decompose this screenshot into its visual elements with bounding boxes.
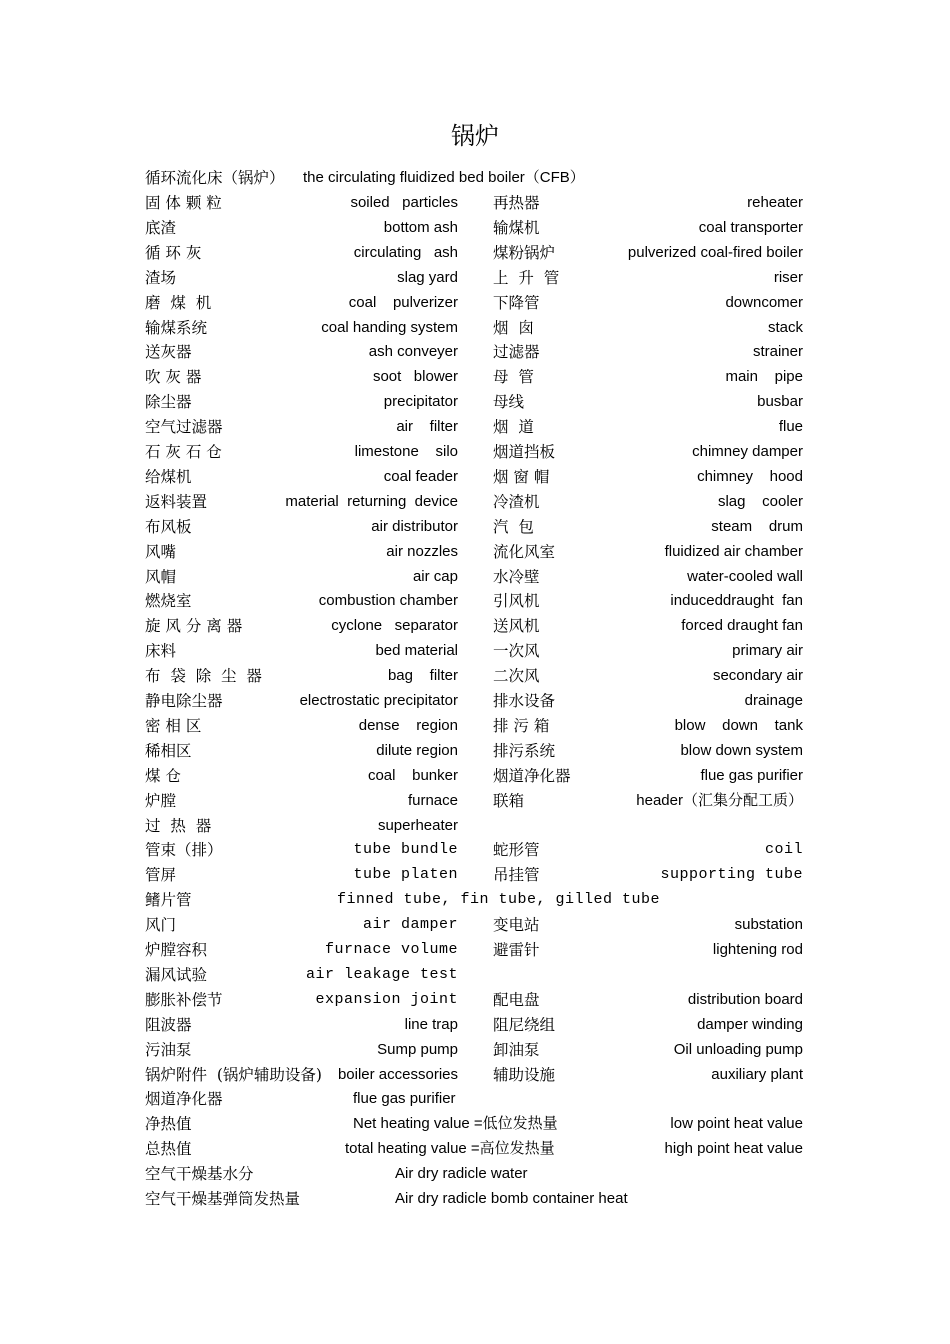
table-row (0, 1013, 950, 1038)
term-zh-right: 送风机 (493, 617, 540, 636)
table-row (0, 440, 950, 465)
table-row (0, 789, 950, 814)
term-en-left: coal pulverizer (348, 293, 458, 311)
term-en-right: blow down tank (674, 716, 803, 734)
term-en-right: water-cooled wall (687, 567, 803, 585)
term-en-right: steam drum (711, 517, 803, 535)
table-row (0, 714, 950, 739)
term-en-left: tube bundle (353, 841, 458, 859)
table-row (0, 963, 950, 988)
term-en-right: high point heat value (664, 1140, 803, 1158)
term-en-left: bed material (375, 642, 458, 660)
term-zh-right: 联箱 (493, 791, 525, 810)
term-en-left: Air dry radicle water (395, 1165, 528, 1183)
term-en-right: Oil unloading pump (673, 1040, 803, 1058)
term-en-left: furnace (407, 791, 458, 809)
term-zh-left: 锅炉附件 (锅炉辅助设备) (145, 1065, 322, 1084)
term-zh-right: 变电站 (493, 916, 540, 935)
table-row (0, 390, 950, 415)
term-zh-right: 二次风 (493, 667, 540, 686)
term-zh-left: 布风板 (145, 517, 192, 536)
term-en-left: ash conveyer (368, 343, 458, 361)
term-en-left: coal bunker (367, 766, 458, 784)
term-zh-left: 空气过滤器 (145, 418, 223, 437)
term-zh-right: 避雷针 (493, 941, 540, 959)
table-row (0, 1038, 950, 1063)
term-zh-left: 风帽 (145, 567, 177, 586)
term-zh-right: 烟道挡板 (493, 443, 556, 461)
term-en-right: flue gas purifier (700, 766, 803, 784)
term-zh-left: 石 灰 石 仓 (145, 443, 222, 461)
table-row (0, 838, 950, 863)
term-zh-left: 燃烧室 (145, 592, 192, 611)
term-en-left: total heating value =高位发热量 (345, 1140, 555, 1158)
table-row (0, 913, 950, 938)
table-row (0, 664, 950, 689)
term-zh-left: 风门 (145, 916, 177, 935)
term-zh-left: 返料装置 (145, 492, 208, 511)
term-zh-right: 流化风室 (493, 542, 556, 561)
table-row (0, 589, 950, 614)
term-en-left: line trap (404, 1015, 458, 1033)
term-en-left: cyclone separator (331, 617, 458, 635)
term-zh-right: 烟道净化器 (493, 766, 571, 785)
table-row (0, 639, 950, 664)
term-zh-left: 输煤系统 (145, 318, 208, 337)
term-en-left: soot blower (372, 368, 458, 386)
term-zh-right: 烟 道 (493, 418, 534, 437)
term-zh-right: 烟 囱 (493, 318, 534, 337)
term-en-right: coal transporter (698, 218, 803, 236)
term-zh-right: 阻尼绕组 (493, 1015, 556, 1034)
term-zh-left: 密 相 区 (145, 716, 202, 735)
table-row (0, 739, 950, 764)
term-en-right: supporting tube (660, 866, 803, 884)
table-row (0, 1187, 950, 1212)
term-en-left: superheater (377, 816, 458, 834)
term-en-left: Sump pump (377, 1040, 458, 1058)
term-en-left: dense region (358, 716, 458, 734)
table-row (0, 764, 950, 789)
term-zh-left: 炉膛 (145, 791, 177, 810)
term-zh-left: 床料 (145, 642, 177, 661)
term-zh-left: 渣场 (145, 268, 177, 287)
table-row (0, 565, 950, 590)
term-en-left: boiler accessories (337, 1065, 458, 1083)
term-zh-right: 蛇形管 (493, 841, 540, 860)
table-row (0, 191, 950, 216)
term-en-right: chimney hood (697, 467, 803, 485)
term-en-right: distribution board (687, 990, 803, 1008)
term-en-left: dilute region (376, 741, 458, 759)
term-zh-right: 烟 窗 帽 (493, 467, 550, 486)
term-en-right: flue (778, 418, 803, 436)
term-zh-left: 总热值 (145, 1140, 192, 1159)
table-row (0, 1087, 950, 1112)
term-en-right: lightening rod (712, 941, 803, 958)
term-en-left: air nozzles (386, 542, 458, 560)
term-zh-right: 下降管 (493, 293, 540, 312)
term-en-left: air cap (412, 567, 458, 585)
term-zh-left: 膨胀补偿节 (145, 990, 223, 1009)
term-en-right: induceddraught fan (670, 592, 803, 610)
term-en-left: coal handing system (321, 318, 458, 336)
term-zh-right: 一次风 (493, 642, 540, 661)
table-row (0, 540, 950, 565)
term-zh-left: 管屏 (145, 866, 177, 885)
term-zh-left: 磨 煤 机 (145, 293, 212, 312)
term-zh-right: 再热器 (493, 194, 540, 212)
term-en-right: header（汇集分配工质） (636, 791, 803, 809)
term-en-left: circulating ash (353, 243, 458, 261)
term-zh-left: 送灰器 (145, 343, 192, 362)
term-en-left: air distributor (371, 517, 458, 535)
term-zh-left: 污油泵 (145, 1040, 192, 1059)
term-en-left: air damper (362, 916, 458, 934)
term-zh-right: 冷渣机 (493, 492, 540, 511)
term-zh-right: 母线 (493, 393, 525, 412)
term-zh-left: 给煤机 (145, 467, 192, 486)
term-en-right: coil (764, 841, 803, 859)
term-zh-right: 上 升 管 (493, 268, 560, 287)
term-en-right: pulverized coal-fired boiler (627, 243, 803, 261)
term-en-right: stack (767, 318, 803, 336)
term-zh-left: 漏风试验 (145, 965, 208, 984)
term-en-right: downcomer (725, 293, 803, 311)
term-en-left: Air dry radicle bomb container heat (395, 1190, 628, 1207)
table-row (0, 490, 950, 515)
term-en-left: slag yard (397, 268, 458, 286)
table-row (0, 988, 950, 1013)
term-zh-left: 除尘器 (145, 393, 192, 412)
term-zh-right: 辅助设施 (493, 1065, 556, 1084)
term-en-right: riser (773, 268, 803, 286)
term-en-left: air filter (396, 418, 458, 436)
table-row (0, 216, 950, 241)
term-zh-left: 过 热 器 (145, 816, 212, 835)
term-en-right: primary air (732, 642, 803, 660)
term-en-right: forced draught fan (681, 617, 803, 635)
table-row (0, 515, 950, 540)
term-en-right: secondary air (712, 667, 803, 685)
term-en-right: reheater (747, 194, 803, 211)
table-row (0, 1112, 950, 1137)
page-title: 锅炉 (451, 122, 499, 150)
term-zh-left: 底渣 (145, 218, 177, 237)
term-en-left: tube platen (353, 866, 458, 884)
header-term-zh: 循环流化床（锅炉） (145, 169, 285, 187)
header-row (0, 166, 950, 191)
term-en-right: main pipe (725, 368, 803, 386)
term-zh-right: 配电盘 (493, 990, 540, 1009)
term-zh-right: 水冷壁 (493, 567, 540, 586)
term-zh-right: 排污系统 (493, 741, 556, 760)
term-zh-left: 稀相区 (145, 741, 192, 760)
term-zh-left: 吹 灰 器 (145, 368, 202, 387)
term-en-right: blow down system (680, 741, 803, 759)
term-en-left: combustion chamber (318, 592, 458, 610)
term-en-right: fluidized air chamber (664, 542, 803, 560)
term-zh-left: 煤 仓 (145, 766, 181, 785)
term-zh-right: 吊挂管 (493, 866, 540, 885)
term-en-right: damper winding (697, 1015, 803, 1033)
term-en-right: busbar (757, 393, 803, 411)
term-en-left: finned tube, fin tube, gilled tube (337, 891, 661, 909)
term-en-left: expansion joint (315, 990, 458, 1008)
term-en-right: drainage (744, 692, 803, 709)
term-zh-right: 卸油泵 (493, 1040, 540, 1059)
table-row (0, 465, 950, 490)
table-row (0, 1162, 950, 1187)
term-zh-left: 鳍片管 (145, 891, 192, 910)
term-en-left: bag filter (387, 667, 458, 685)
term-en-left: Net heating value =低位发热量 (353, 1115, 558, 1133)
term-en-left: coal feader (383, 467, 458, 485)
term-zh-left: 循 环 灰 (145, 243, 202, 262)
term-zh-left: 净热值 (145, 1115, 192, 1134)
term-en-right: slag cooler (717, 492, 803, 510)
term-zh-right: 排 污 箱 (493, 716, 550, 735)
term-en-right: low point heat value (670, 1115, 803, 1133)
table-row (0, 888, 950, 913)
term-zh-left: 固 体 颗 粒 (145, 194, 222, 212)
table-row (0, 241, 950, 266)
term-zh-right: 过滤器 (493, 343, 540, 362)
term-zh-right: 引风机 (493, 592, 540, 611)
table-row (0, 863, 950, 888)
table-row (0, 1137, 950, 1162)
table-row (0, 340, 950, 365)
term-en-left: material returning device (285, 492, 458, 510)
term-en-left: soiled particles (350, 194, 458, 211)
term-en-left: flue gas purifier (353, 1090, 456, 1108)
term-zh-right: 排水设备 (493, 692, 556, 710)
term-zh-left: 空气干燥基水分 (145, 1165, 254, 1184)
table-row (0, 614, 950, 639)
table-row (0, 415, 950, 440)
term-en-right: auxiliary plant (711, 1065, 803, 1083)
term-zh-left: 阻波器 (145, 1015, 192, 1034)
table-row (0, 291, 950, 316)
term-en-right: chimney damper (692, 443, 803, 460)
header-term-en: the circulating fluidized bed boiler（CFB） (303, 169, 585, 186)
table-row (0, 938, 950, 963)
term-en-right: substation (734, 916, 803, 934)
term-en-left: electrostatic precipitator (299, 692, 458, 709)
term-zh-right: 汽 包 (493, 517, 534, 536)
term-en-left: furnace volume (324, 941, 458, 958)
term-zh-left: 静电除尘器 (145, 692, 223, 710)
table-row (0, 365, 950, 390)
term-zh-left: 风嘴 (145, 542, 177, 561)
term-zh-left: 空气干燥基弹筒发热量 (145, 1190, 301, 1208)
table-row (0, 689, 950, 714)
term-en-left: air leakage test (305, 965, 458, 983)
term-en-left: bottom ash (383, 218, 458, 236)
term-zh-left: 管束（排） (145, 841, 223, 860)
term-zh-right: 煤粉锅炉 (493, 243, 556, 262)
term-zh-left: 布 袋 除 尘 器 (145, 667, 262, 686)
term-zh-left: 旋 风 分 离 器 (145, 617, 243, 636)
term-en-left: precipitator (383, 393, 458, 411)
table-row (0, 1063, 950, 1088)
term-zh-right: 母 管 (493, 368, 534, 387)
table-row (0, 316, 950, 341)
table-row (0, 266, 950, 291)
term-zh-right: 输煤机 (493, 218, 540, 237)
term-en-left: limestone silo (354, 443, 458, 460)
table-row (0, 814, 950, 839)
term-zh-left: 烟道净化器 (145, 1090, 223, 1109)
term-en-right: strainer (752, 343, 803, 361)
term-zh-left: 炉膛容积 (145, 941, 208, 959)
